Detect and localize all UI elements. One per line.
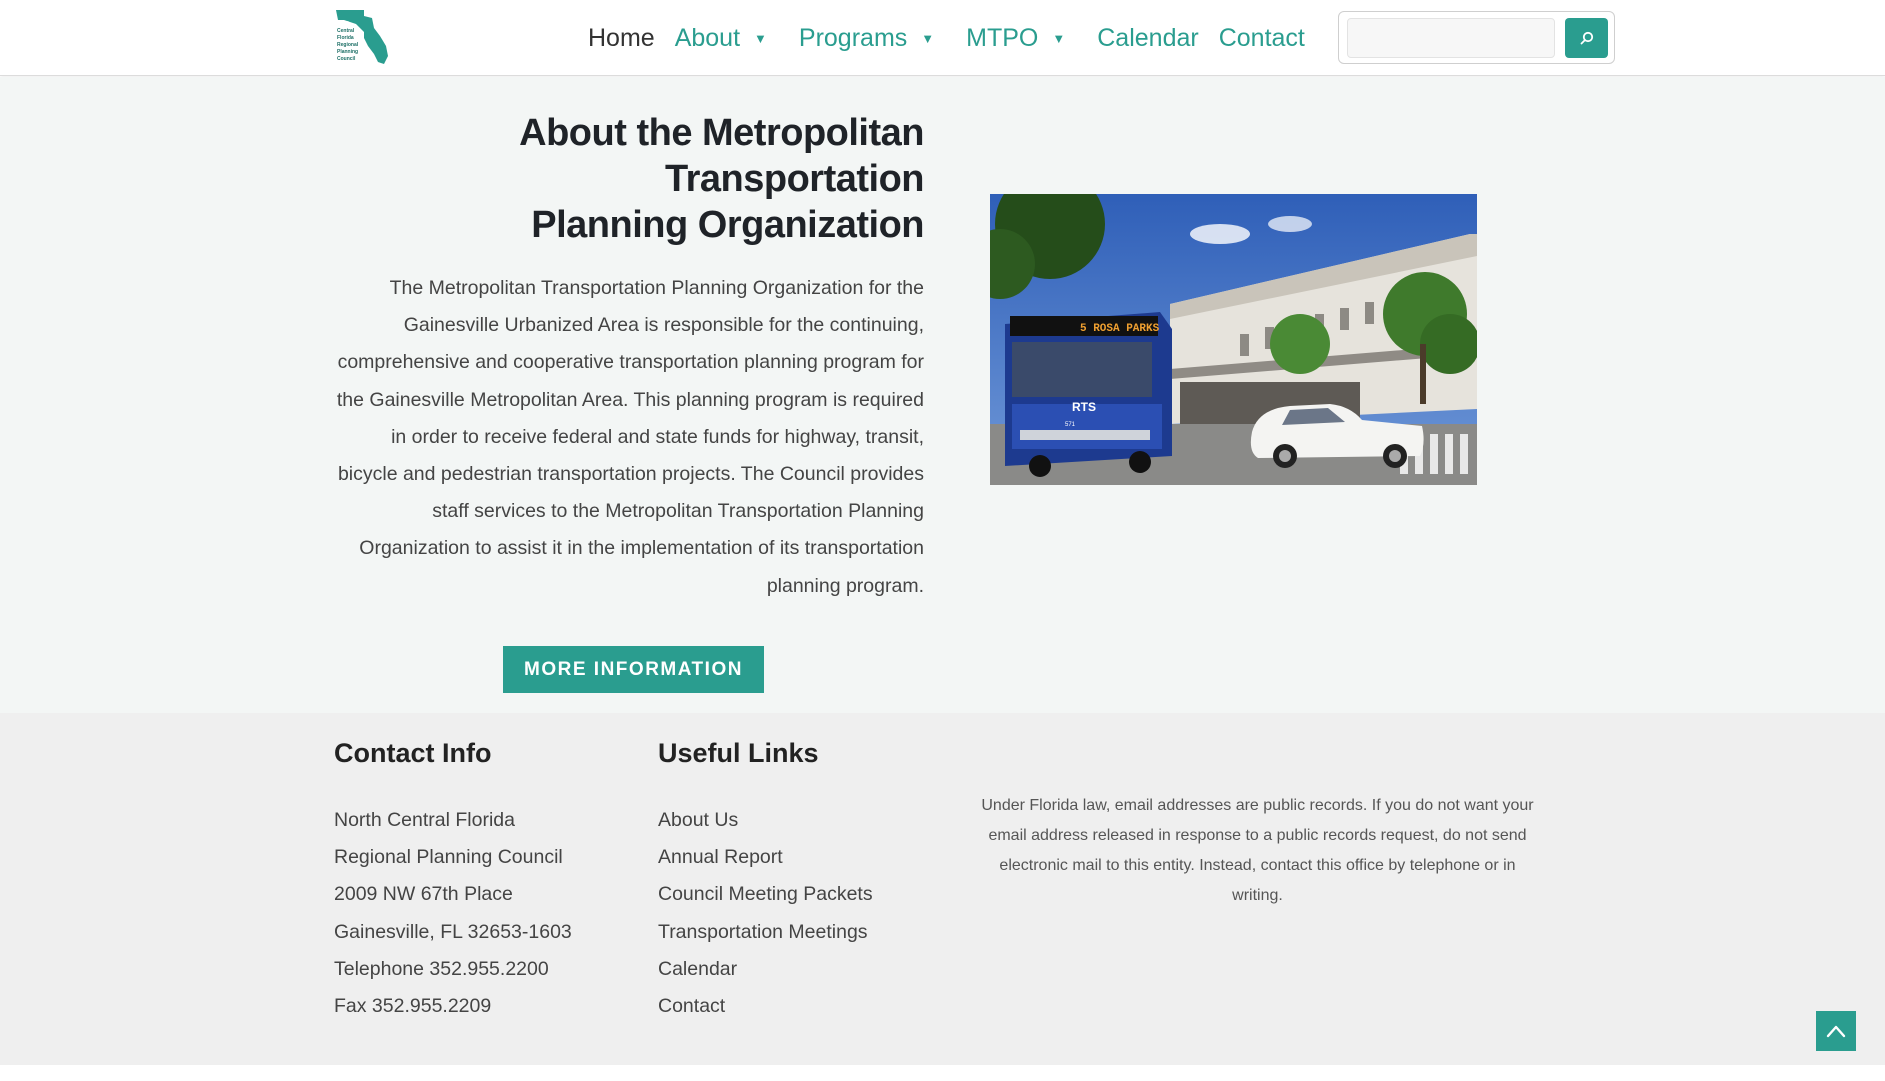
footer-link-calendar[interactable]: Calendar [658, 957, 738, 980]
nav-about-label: About [674, 23, 741, 52]
scroll-to-top-button[interactable] [1816, 1011, 1856, 1051]
logo-florida-icon[interactable] [334, 8, 392, 66]
footer-link-about-us[interactable]: About Us [658, 809, 739, 831]
search-button[interactable] [1565, 18, 1608, 58]
nav-mtpo[interactable] [966, 24, 1077, 53]
chevron-up-icon [1826, 1024, 1846, 1038]
search-icon [1579, 30, 1595, 46]
caret-down-icon[interactable]: ▼ [921, 30, 935, 46]
nav-contact-label: Contact [1218, 23, 1305, 52]
main-section [0, 77, 1885, 713]
about-paragraph: The Metropolitan Transportation Planning Organization for the Gainesville Urbanized Area is responsible for the continuing, comprehensive and cooperative transportation planning program for the Gainesville Metropolitan Area. This planning program is required in order to receive federal and state funds for highway, transit, bicycle and pedestrian transportation projects. The Council provides staff services to the Metropolitan Transportation Planning Organization to assist it in the implementation of its transportation planning program. [336, 277, 924, 597]
contact-line: North Central Florida [334, 809, 515, 831]
footer-link-transportation-meetings[interactable]: Transportation Meetings [658, 920, 868, 943]
nav-programs[interactable] [799, 24, 946, 53]
caret-down-icon[interactable]: ▼ [754, 30, 767, 46]
nav-about[interactable] [675, 24, 779, 53]
contact-line: Fax 352.955.2209 [334, 995, 492, 1018]
caret-down-icon[interactable]: ▼ [1052, 30, 1066, 46]
bus-number-text: 571 [1065, 422, 1076, 428]
footer-link-contact[interactable]: Contact [658, 995, 726, 1018]
bus-route-sign: 5 ROSA PARKS [1080, 323, 1160, 335]
logo-text-3: Florida [337, 35, 354, 41]
logo-text-4: Regional [337, 42, 359, 48]
main-nav [588, 0, 1325, 76]
bus-street-photo [990, 194, 1477, 485]
footer-link-annual-report[interactable]: Annual Report [658, 846, 783, 869]
nav-calendar-label: Calendar [1097, 23, 1199, 52]
logo-text-2: Central [337, 28, 355, 34]
nav-programs-label: Programs [798, 23, 908, 52]
logo-text-1: North [337, 21, 351, 27]
contact-line: Regional Planning Council [334, 846, 563, 869]
public-records-notice: Under Florida law, email addresses are public records. If you do not want your email address released in response to a public records request, do not send electronic mail to this entity. Instead, contact this office by telephone or in writing. [981, 797, 1534, 904]
more-information-button[interactable]: MORE INFORMATION [503, 646, 764, 693]
contact-line: Gainesville, FL 32653-1603 [334, 920, 572, 943]
search-input[interactable] [1347, 18, 1555, 58]
logo-text-6: Council [337, 56, 356, 62]
contact-line: Telephone 352.955.2200 [334, 957, 549, 980]
page-title: About the Metropolitan Transportation Planning Organization [519, 112, 924, 246]
bus-logo-text: RTS [1072, 400, 1096, 414]
contact-line: 2009 NW 67th Place [334, 883, 513, 906]
contact-info-heading: Contact Info [334, 738, 492, 768]
logo-text-5: Planning [337, 49, 359, 55]
nav-home-label: Home [588, 23, 655, 52]
search-form [1338, 11, 1615, 64]
site-header [0, 0, 1885, 76]
useful-links-list [658, 802, 873, 1025]
footer-link-council-meeting-packets[interactable]: Council Meeting Packets [658, 883, 873, 906]
nav-calendar[interactable] [1097, 24, 1198, 53]
nav-home[interactable] [588, 24, 655, 53]
useful-links-heading: Useful Links [658, 738, 819, 768]
contact-info-list [334, 802, 572, 1025]
nav-mtpo-label: MTPO [966, 23, 1039, 52]
nav-contact[interactable] [1219, 24, 1305, 53]
site-footer [0, 713, 1885, 1065]
